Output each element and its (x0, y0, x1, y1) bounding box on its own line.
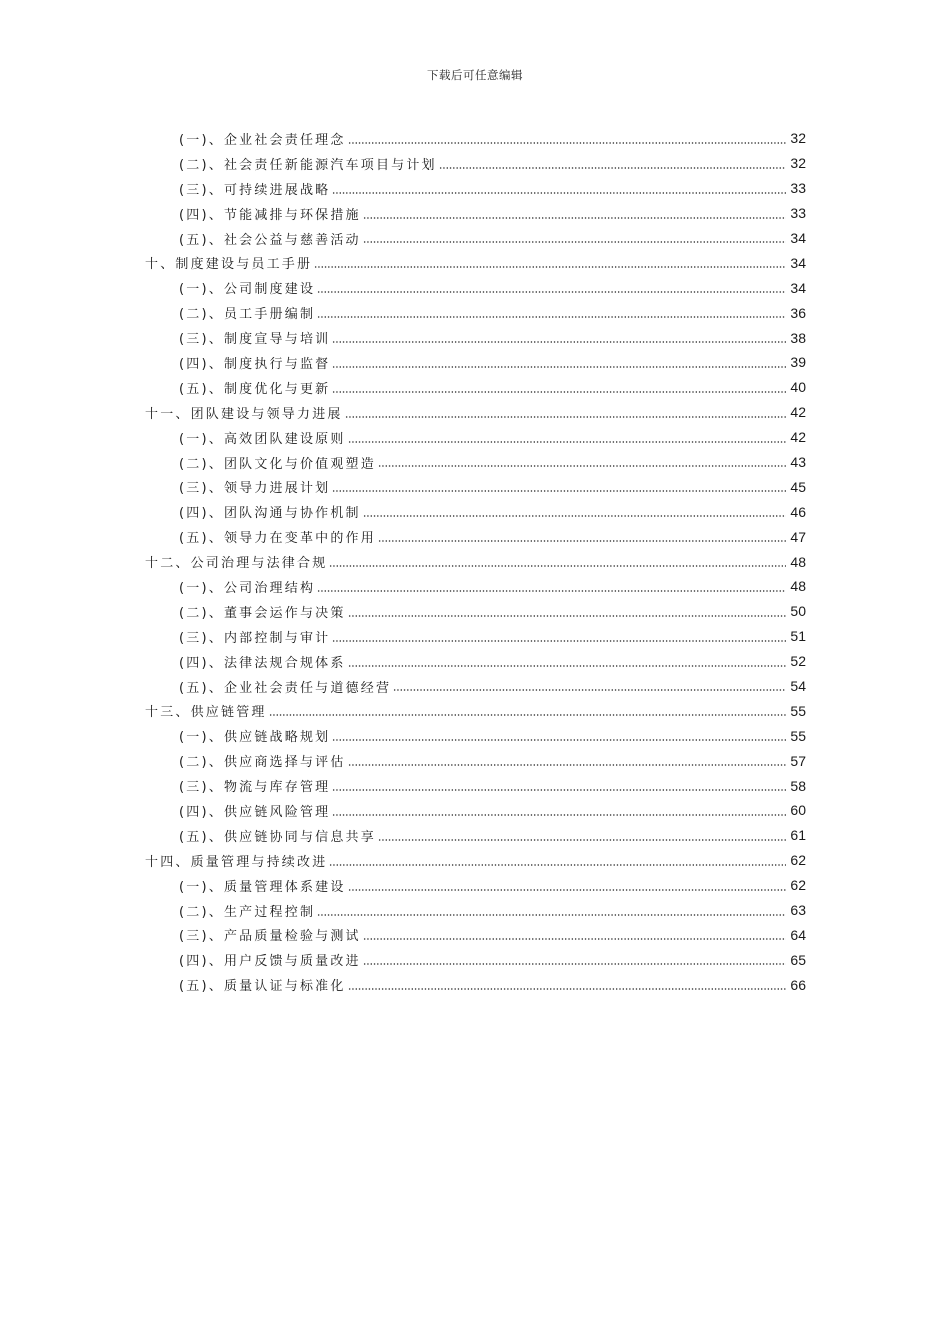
toc-section-entry[interactable] (0, 923, 950, 948)
toc-entry-title: (二)、生产过程控制 (179, 904, 316, 920)
toc-entry-title: (二)、董事会运作与决策 (179, 605, 346, 621)
toc-page-number: 32 (790, 130, 806, 147)
toc-dot-leader (348, 615, 786, 617)
toc-section-entry[interactable] (0, 972, 950, 997)
toc-dot-leader (348, 142, 786, 144)
toc-page-number: 65 (790, 951, 806, 968)
toc-entry-title: (二)、供应商选择与评估 (179, 755, 346, 771)
toc-entry-title: (一)、公司制度建设 (179, 282, 316, 298)
toc-page-number: 45 (790, 478, 806, 495)
toc-page-number: 38 (790, 329, 806, 346)
toc-chapter-entry[interactable] (0, 400, 950, 425)
toc-page-number: 32 (790, 155, 806, 172)
toc-page-number: 52 (790, 653, 806, 670)
toc-page-number: 62 (790, 852, 806, 869)
toc-section-entry[interactable] (0, 873, 950, 898)
toc-section-entry[interactable] (0, 201, 950, 226)
toc-dot-leader (348, 988, 786, 990)
toc-section-entry[interactable] (0, 375, 950, 400)
toc-entry-title: (一)、质量管理体系建设 (179, 879, 346, 895)
toc-page-number: 63 (790, 902, 806, 919)
toc-page-number: 57 (790, 752, 806, 769)
toc-entry-title: (三)、物流与库存管理 (179, 780, 331, 796)
toc-page-number: 42 (790, 429, 806, 446)
toc-entry-title: (四)、法律法规合规体系 (179, 655, 346, 671)
toc-entry-title: (一)、高效团队建设原则 (179, 431, 346, 447)
toc-page-number: 33 (790, 205, 806, 222)
toc-section-entry[interactable] (0, 798, 950, 823)
toc-entry-title: 十四、质量管理与持续改进 (145, 854, 328, 870)
toc-section-entry[interactable] (0, 350, 950, 375)
toc-dot-leader (378, 540, 786, 542)
toc-section-entry[interactable] (0, 226, 950, 251)
toc-page-number: 54 (790, 678, 806, 695)
toc-dot-leader (348, 441, 786, 443)
toc-dot-leader (332, 789, 786, 791)
toc-section-entry[interactable] (0, 624, 950, 649)
toc-page-number: 50 (790, 603, 806, 620)
toc-dot-leader (378, 839, 786, 841)
toc-page-number: 66 (790, 976, 806, 993)
toc-dot-leader (393, 689, 786, 691)
toc-entry-title: (一)、企业社会责任理念 (179, 132, 346, 148)
toc-section-entry[interactable] (0, 126, 950, 151)
toc-dot-leader (332, 640, 786, 642)
toc-dot-leader (269, 714, 786, 716)
toc-entry-title: (四)、团队沟通与协作机制 (179, 506, 361, 522)
toc-dot-leader (317, 316, 786, 318)
toc-dot-leader (332, 391, 786, 393)
toc-page-number: 36 (790, 304, 806, 321)
toc-section-entry[interactable] (0, 325, 950, 350)
toc-section-entry[interactable] (0, 151, 950, 176)
toc-dot-leader (317, 914, 786, 916)
toc-dot-leader (317, 291, 786, 293)
toc-entry-title: (二)、社会责任新能源汽车项目与计划 (179, 157, 437, 173)
toc-page-number: 34 (790, 230, 806, 246)
toc-entry-title: (四)、节能减排与环保措施 (179, 207, 361, 223)
toc-entry-title: (五)、企业社会责任与道德经营 (179, 680, 392, 696)
toc-dot-leader (363, 217, 786, 219)
toc-dot-leader (363, 515, 786, 517)
toc-entry-title: (五)、制度优化与更新 (179, 381, 331, 397)
toc-dot-leader (348, 665, 786, 667)
toc-page-number: 40 (790, 379, 806, 396)
toc-dot-leader (363, 963, 786, 965)
toc-section-entry[interactable] (0, 947, 950, 972)
toc-page-number: 39 (790, 354, 806, 371)
toc-page-number: 42 (790, 404, 806, 421)
toc-dot-leader (345, 416, 786, 418)
toc-section-entry[interactable] (0, 275, 950, 300)
toc-entry-title: (一)、供应链战略规划 (179, 730, 331, 746)
toc-entry-title: (四)、供应链风险管理 (179, 804, 331, 820)
toc-dot-leader (378, 465, 786, 467)
toc-entry-title: (四)、制度执行与监督 (179, 356, 331, 372)
toc-entry-title: (三)、制度宣导与培训 (179, 332, 331, 348)
toc-page-number: 48 (790, 578, 806, 595)
toc-page-number: 48 (790, 553, 806, 570)
toc-page-number: 33 (790, 180, 806, 197)
toc-dot-leader (314, 266, 786, 268)
toc-section-entry[interactable] (0, 649, 950, 674)
toc-dot-leader (332, 341, 786, 343)
toc-section-entry[interactable] (0, 474, 950, 499)
toc-page-number: 61 (790, 827, 806, 844)
toc-dot-leader (348, 764, 786, 766)
toc-chapter-entry[interactable] (0, 549, 950, 574)
toc-section-entry[interactable] (0, 723, 950, 748)
toc-section-entry[interactable] (0, 599, 950, 624)
toc-section-entry[interactable] (0, 499, 950, 524)
toc-section-entry[interactable] (0, 574, 950, 599)
toc-section-entry[interactable] (0, 450, 950, 475)
toc-section-entry[interactable] (0, 425, 950, 450)
toc-entry-title: (五)、社会公益与慈善活动 (179, 232, 361, 248)
toc-dot-leader (348, 889, 786, 891)
toc-section-entry[interactable] (0, 773, 950, 798)
toc-page-number: 46 (790, 503, 806, 520)
page-header: 下载后可任意编辑 (427, 68, 523, 82)
toc-entry-title: (二)、团队文化与价值观塑造 (179, 456, 376, 472)
toc-entry-title: (四)、用户反馈与质量改进 (179, 954, 361, 970)
toc-page-number: 58 (790, 777, 806, 794)
toc-dot-leader (363, 241, 786, 243)
toc-page-number: 62 (790, 877, 806, 894)
toc-dot-leader (329, 864, 786, 866)
toc-dot-leader (332, 490, 786, 492)
toc-entry-title: (三)、领导力进展计划 (179, 481, 331, 497)
toc-dot-leader (317, 590, 786, 592)
toc-page-number: 43 (790, 454, 806, 471)
toc-entry-title: 十二、公司治理与法律合规 (145, 556, 328, 572)
toc-section-entry[interactable] (0, 524, 950, 549)
toc-entry-title: (三)、可持续进展战略 (179, 182, 331, 198)
toc-dot-leader (332, 814, 786, 816)
toc-entry-title: (二)、员工手册编制 (179, 307, 316, 323)
toc-dot-leader (332, 739, 786, 741)
toc-dot-leader (363, 938, 786, 940)
toc-page-number: 55 (790, 702, 806, 719)
table-of-contents (0, 126, 950, 997)
toc-entry-title: 十一、团队建设与领导力进展 (145, 406, 343, 422)
toc-section-entry[interactable] (0, 176, 950, 201)
toc-section-entry[interactable] (0, 823, 950, 848)
toc-dot-leader (329, 565, 786, 567)
toc-dot-leader (332, 366, 786, 368)
toc-page-number: 55 (790, 727, 806, 744)
toc-entry-title: 十三、供应链管理 (145, 705, 267, 721)
toc-entry-title: (三)、产品质量检验与测试 (179, 929, 361, 945)
toc-section-entry[interactable] (0, 898, 950, 923)
toc-entry-title: (三)、内部控制与审计 (179, 630, 331, 646)
toc-section-entry[interactable] (0, 300, 950, 325)
toc-section-entry[interactable] (0, 748, 950, 773)
toc-page-number: 47 (790, 528, 806, 545)
toc-entry-title: (五)、供应链协同与信息共享 (179, 829, 376, 845)
toc-page-number: 34 (790, 254, 806, 271)
toc-dot-leader (332, 192, 786, 194)
toc-entry-title: 十、制度建设与员工手册 (145, 257, 313, 273)
toc-chapter-entry[interactable] (0, 250, 950, 275)
toc-page-number: 34 (790, 279, 806, 296)
toc-chapter-entry[interactable] (0, 698, 950, 723)
toc-page-number: 64 (790, 926, 806, 943)
toc-section-entry[interactable] (0, 674, 950, 699)
toc-chapter-entry[interactable] (0, 848, 950, 873)
toc-entry-title: (五)、领导力在变革中的作用 (179, 531, 376, 547)
toc-page-number: 60 (790, 802, 806, 819)
toc-entry-title: (一)、公司治理结构 (179, 580, 316, 596)
toc-entry-title: (五)、质量认证与标准化 (179, 979, 346, 995)
toc-page-number: 51 (790, 628, 806, 645)
toc-dot-leader (439, 167, 786, 169)
